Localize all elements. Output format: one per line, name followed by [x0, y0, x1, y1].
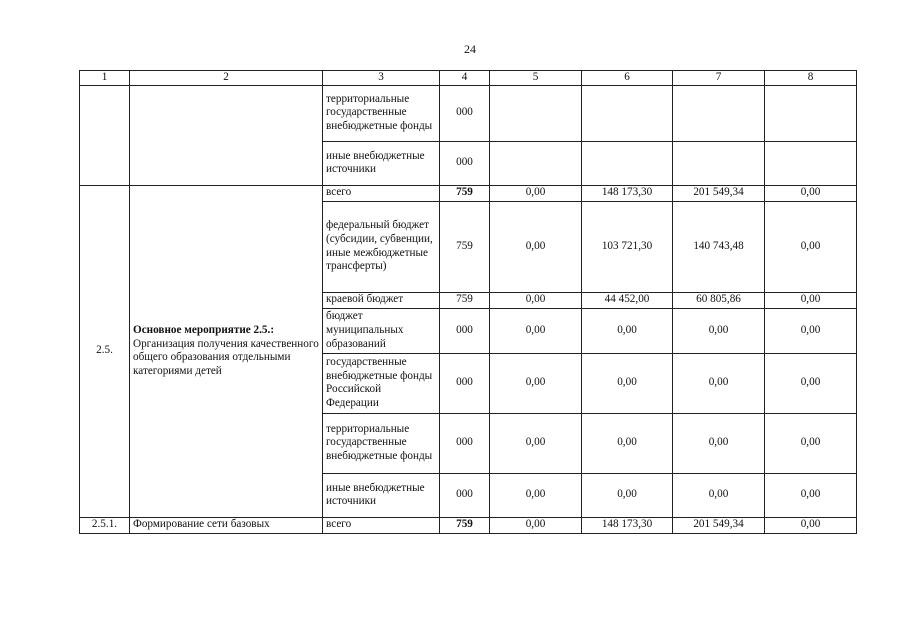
budget-table: [79, 70, 857, 534]
code-cell: 000: [440, 141, 490, 185]
value-cell: 0,00: [490, 517, 582, 533]
empty-cell: [582, 85, 673, 141]
empty-title-cell: [130, 85, 323, 185]
column-header-6: 6: [582, 71, 673, 86]
value-cell: 201 549,34: [673, 185, 765, 201]
measure-title-bold: Основное мероприятие 2.5.:: [133, 323, 275, 336]
code-cell: 759: [440, 517, 490, 533]
empty-cell: [673, 141, 765, 185]
source-cell: иные внебюджетные источники: [323, 473, 440, 517]
empty-cell: [765, 141, 857, 185]
source-cell: всего: [323, 517, 440, 533]
value-cell: 0,00: [582, 353, 673, 413]
empty-cell: [490, 85, 582, 141]
code-cell: 759: [440, 292, 490, 308]
code-cell: 759: [440, 185, 490, 201]
column-header-2: 2: [130, 71, 323, 86]
value-cell: 140 743,48: [673, 201, 765, 292]
code-cell: 000: [440, 353, 490, 413]
value-cell: 0,00: [490, 292, 582, 308]
code-cell: 000: [440, 308, 490, 353]
value-cell: 0,00: [765, 201, 857, 292]
source-cell: бюджет муниципальных образований: [323, 308, 440, 353]
measure-number: 2.5.: [80, 185, 130, 517]
source-cell: краевой бюджет: [323, 292, 440, 308]
value-cell: 0,00: [490, 308, 582, 353]
measure-title-text: Организация получения качественного общего образования отдельными категориями детей: [133, 337, 319, 377]
value-cell: 0,00: [582, 473, 673, 517]
value-cell: 0,00: [582, 413, 673, 473]
empty-cell: [765, 85, 857, 141]
value-cell: 0,00: [490, 473, 582, 517]
value-cell: 0,00: [765, 185, 857, 201]
value-cell: 0,00: [673, 353, 765, 413]
source-cell: федеральный бюджет (субсидии, субвенции, иные межбюджетные трансферты): [323, 201, 440, 292]
value-cell: 103 721,30: [582, 201, 673, 292]
header-row: [80, 71, 857, 86]
value-cell: 0,00: [765, 413, 857, 473]
column-header-7: 7: [673, 71, 765, 86]
source-cell: государственные внебюджетные фонды Российской Федерации: [323, 353, 440, 413]
column-header-5: 5: [490, 71, 582, 86]
code-cell: 000: [440, 413, 490, 473]
value-cell: 0,00: [582, 308, 673, 353]
code-cell: 000: [440, 473, 490, 517]
value-cell: 0,00: [765, 517, 857, 533]
source-cell: иные внебюджетные источники: [323, 141, 440, 185]
source-cell: территориальные государственные внебюджетные фонды: [323, 413, 440, 473]
measure-title: [130, 185, 323, 517]
table-row: [80, 85, 857, 141]
code-cell: 759: [440, 201, 490, 292]
value-cell: 0,00: [673, 473, 765, 517]
value-cell: 0,00: [490, 201, 582, 292]
value-cell: 60 805,86: [673, 292, 765, 308]
value-cell: 0,00: [490, 185, 582, 201]
value-cell: 148 173,30: [582, 185, 673, 201]
table-row: [80, 185, 857, 201]
column-header-8: 8: [765, 71, 857, 86]
value-cell: 0,00: [490, 353, 582, 413]
page-number: 24: [464, 42, 476, 56]
value-cell: 201 549,34: [673, 517, 765, 533]
value-cell: 0,00: [673, 308, 765, 353]
empty-cell: [490, 141, 582, 185]
empty-cell: [582, 141, 673, 185]
value-cell: 148 173,30: [582, 517, 673, 533]
value-cell: 0,00: [490, 413, 582, 473]
value-cell: 0,00: [765, 292, 857, 308]
code-cell: 000: [440, 85, 490, 141]
value-cell: 0,00: [765, 473, 857, 517]
table-row: [80, 517, 857, 533]
column-header-4: 4: [440, 71, 490, 86]
measure-number: 2.5.1.: [80, 517, 130, 533]
value-cell: 0,00: [765, 353, 857, 413]
empty-number-cell: [80, 85, 130, 185]
measure-title: Формирование сети базовых: [130, 517, 323, 533]
source-cell: всего: [323, 185, 440, 201]
value-cell: 0,00: [673, 413, 765, 473]
value-cell: 0,00: [765, 308, 857, 353]
empty-cell: [673, 85, 765, 141]
value-cell: 44 452,00: [582, 292, 673, 308]
column-header-1: 1: [80, 71, 130, 86]
column-header-3: 3: [323, 71, 440, 86]
source-cell: территориальные государственные внебюджетные фонды: [323, 85, 440, 141]
